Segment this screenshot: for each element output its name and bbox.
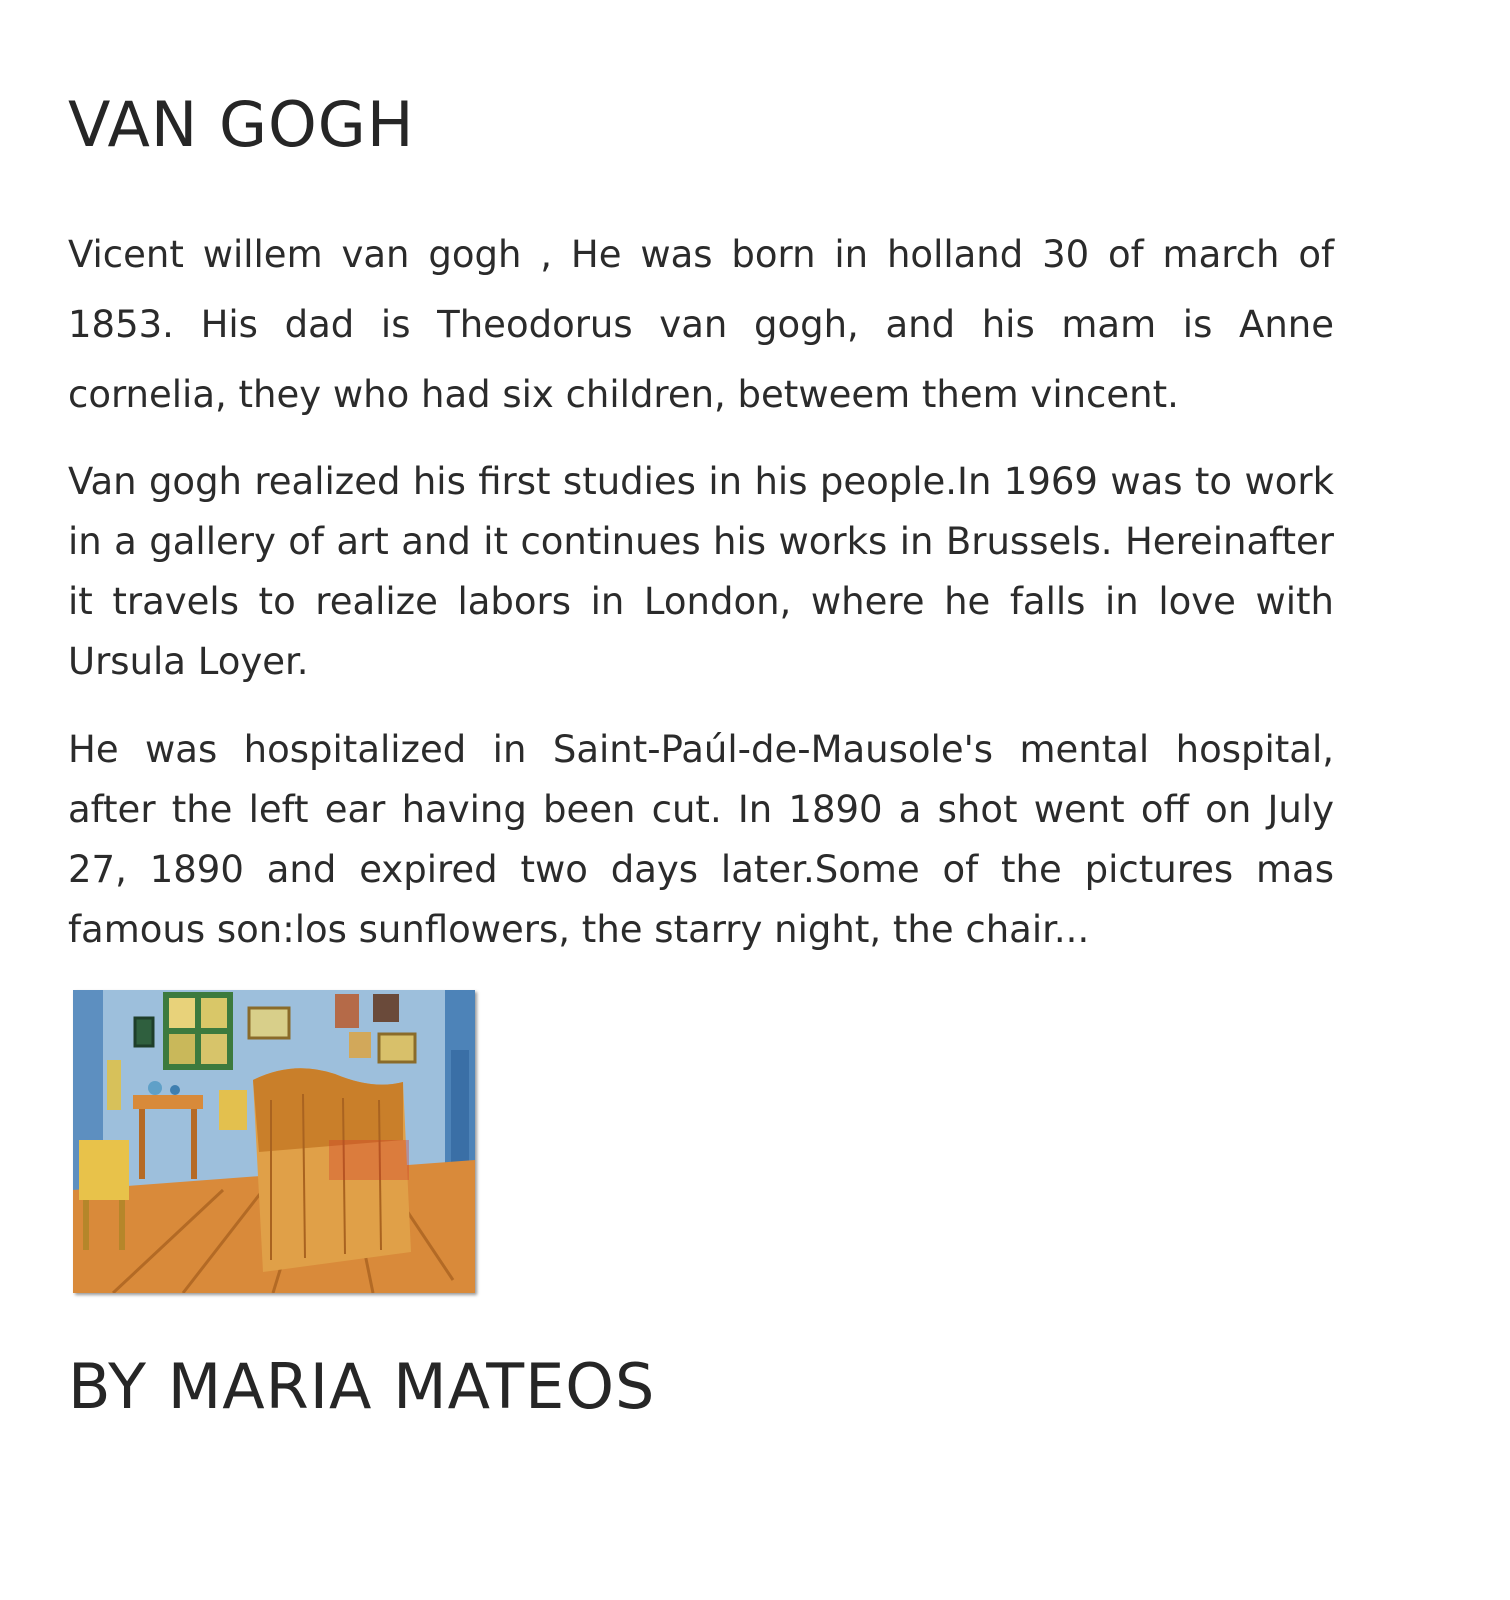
painting-svg xyxy=(73,990,475,1293)
bedroom-painting-image xyxy=(73,990,475,1293)
paragraph-studies: Van gogh realized his first studies in his people.In 1969 was to work in a gallery of art and it continues his works in Brussels. Hereinafter it travels to realize labors in London, where he falls in love with Ursula Loyer. xyxy=(68,460,1334,683)
painting-chair xyxy=(79,1140,129,1200)
paragraph-birth: Vicent willem van gogh , He was born in holland 30 of march of 1853. His dad is Theodorus van gogh, and his mam is Anne cornelia, they who had six children, betweem them vincent. xyxy=(68,233,1334,416)
paragraph-death: He was hospitalized in Saint-Paúl-de-Mausole's mental hospital, after the left ear having been cut. In 1890 a shot went off on July 27, 1890 and expired two days later.Some of the pictures mas famous son:los sunflowers, the starry night, the chair... xyxy=(68,728,1334,951)
author-byline: BY MARIA MATEOS xyxy=(68,1350,656,1423)
page-title: VAN GOGH xyxy=(68,88,415,161)
painting-table xyxy=(133,1095,203,1109)
